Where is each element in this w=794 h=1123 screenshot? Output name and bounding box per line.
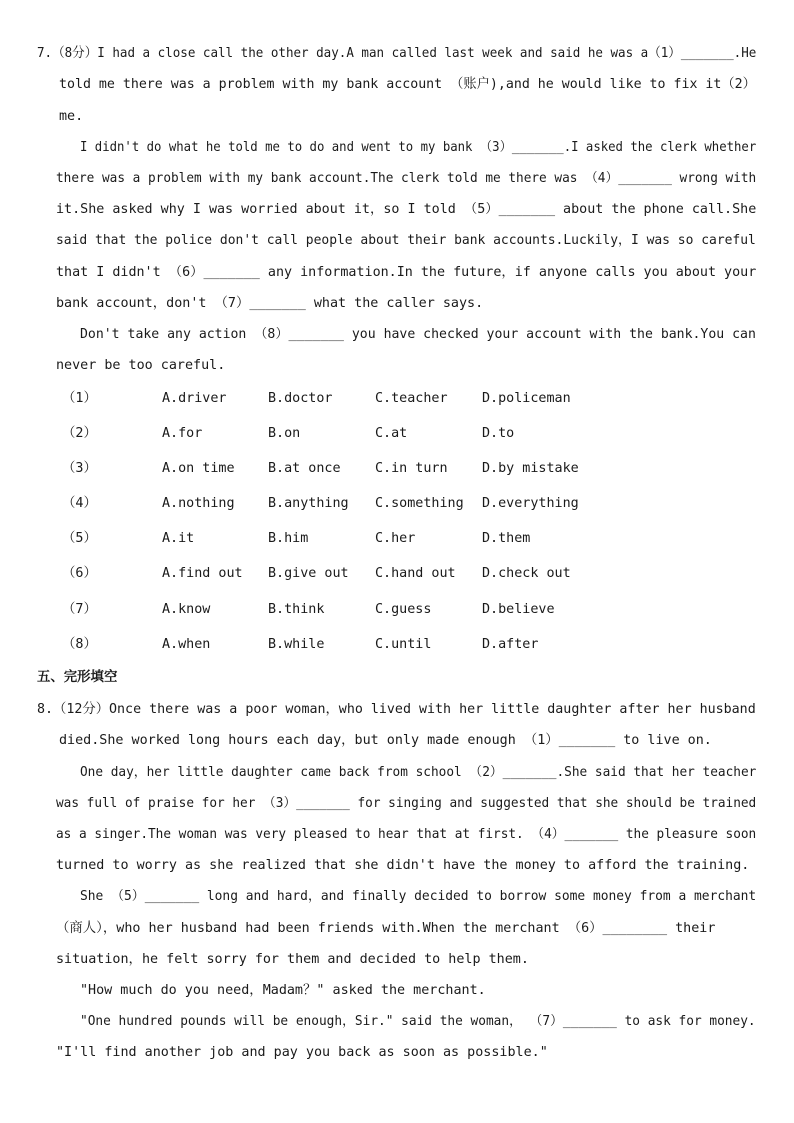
option-number: （3）: [62, 461, 97, 476]
q7-line-2: told me there was a problem with my bank account （账户),and he would like to fix it（2）: [59, 77, 756, 92]
option-d[interactable]: D.by mistake: [482, 461, 579, 476]
option-d[interactable]: D.believe: [482, 602, 555, 617]
option-b[interactable]: B.at once: [268, 461, 341, 476]
q8-line-8: （商人），who her husband had been friends with.When the merchant （6）________ their: [56, 921, 716, 936]
q7-line-1: 7.（8分）I had a close call the other day.A man called last week and said he was a（1）_______.He: [37, 46, 757, 61]
q7-line-11: never be too careful.: [56, 358, 226, 373]
option-a[interactable]: A.on time: [162, 461, 235, 476]
q7-line-3: me.: [59, 109, 84, 124]
option-a[interactable]: A.find out: [162, 566, 243, 581]
option-number: （5）: [62, 531, 97, 546]
option-d[interactable]: D.after: [482, 637, 539, 652]
option-c[interactable]: C.guess: [375, 602, 432, 617]
option-d[interactable]: D.check out: [482, 566, 571, 581]
q8-line-10: "How much do you need，Madam？" asked the merchant.: [80, 983, 486, 998]
q8-line-1: 8.（12分）Once there was a poor woman，who lived with her little daughter after her husband: [37, 702, 756, 717]
q8-line-7: She （5）_______ long and hard，and finally decided to borrow some money from a merchant: [80, 889, 757, 904]
option-d[interactable]: D.them: [482, 531, 531, 546]
q8-line-12: "I'll find another job and pay you back as soon as possible.": [56, 1045, 548, 1060]
q8-line-9: situation，he felt sorry for them and decided to help them.: [56, 952, 529, 967]
option-c[interactable]: C.until: [375, 637, 432, 652]
q7-line-6: it.She asked why I was worried about it，so I told （5）_______ about the phone call.She: [56, 202, 757, 217]
q8-line-6: turned to worry as she realized that she didn't have the money to afford the training.: [56, 858, 750, 873]
option-a[interactable]: A.driver: [162, 391, 227, 406]
option-b[interactable]: B.give out: [268, 566, 349, 581]
option-a[interactable]: A.nothing: [162, 496, 235, 511]
q7-line-7: said that the police don't call people about their bank accounts.Luckily，I was so careful: [56, 233, 756, 248]
option-c[interactable]: C.in turn: [375, 461, 448, 476]
option-number: （4）: [62, 496, 97, 511]
option-number: （8）: [62, 637, 97, 652]
option-c[interactable]: C.teacher: [375, 391, 448, 406]
option-d[interactable]: D.to: [482, 426, 515, 441]
option-c[interactable]: C.at: [375, 426, 408, 441]
q8-line-5: as a singer.The woman was very pleased to hear that at first. （4）_______ the pleasure soon: [56, 827, 757, 842]
option-number: （6）: [62, 566, 97, 581]
option-number: （7）: [62, 602, 97, 617]
q8-line-4: was full of praise for her （3）_______ for singing and suggested that she should be trained: [56, 796, 757, 811]
option-number: （2）: [62, 426, 97, 441]
option-c[interactable]: C.hand out: [375, 566, 456, 581]
option-number: （1）: [62, 391, 97, 406]
q8-line-11: "One hundred pounds will be enough，Sir." said the woman， （7）_______ to ask for money.: [80, 1014, 756, 1029]
option-b[interactable]: B.him: [268, 531, 309, 546]
option-a[interactable]: A.it: [162, 531, 195, 546]
q7-line-10: Don't take any action （8）_______ you have checked your account with the bank.You can: [80, 327, 756, 342]
section-heading: 五、完形填空: [37, 670, 118, 685]
q8-line-2: died.She worked long hours each day，but only made enough （1）_______ to live on.: [59, 733, 712, 748]
option-d[interactable]: D.policeman: [482, 391, 571, 406]
q7-line-9: bank account，don't （7）_______ what the caller says.: [56, 296, 484, 311]
q7-line-5: there was a problem with my bank account.The clerk told me there was （4）_______ wrong with: [56, 171, 757, 186]
option-b[interactable]: B.doctor: [268, 391, 333, 406]
option-c[interactable]: C.her: [375, 531, 416, 546]
q7-line-8: that I didn't （6）_______ any information.In the future，if anyone calls you about your: [56, 265, 757, 280]
q8-line-3: One day，her little daughter came back from school （2）_______.She said that her teacher: [80, 765, 757, 780]
option-b[interactable]: B.anything: [268, 496, 349, 511]
option-b[interactable]: B.think: [268, 602, 325, 617]
option-a[interactable]: A.for: [162, 426, 203, 441]
option-b[interactable]: B.on: [268, 426, 301, 441]
option-b[interactable]: B.while: [268, 637, 325, 652]
option-c[interactable]: C.something: [375, 496, 464, 511]
option-a[interactable]: A.when: [162, 637, 211, 652]
q7-line-4: I didn't do what he told me to do and went to my bank （3）_______.I asked the clerk whether: [80, 140, 757, 155]
option-d[interactable]: D.everything: [482, 496, 579, 511]
option-a[interactable]: A.know: [162, 602, 211, 617]
